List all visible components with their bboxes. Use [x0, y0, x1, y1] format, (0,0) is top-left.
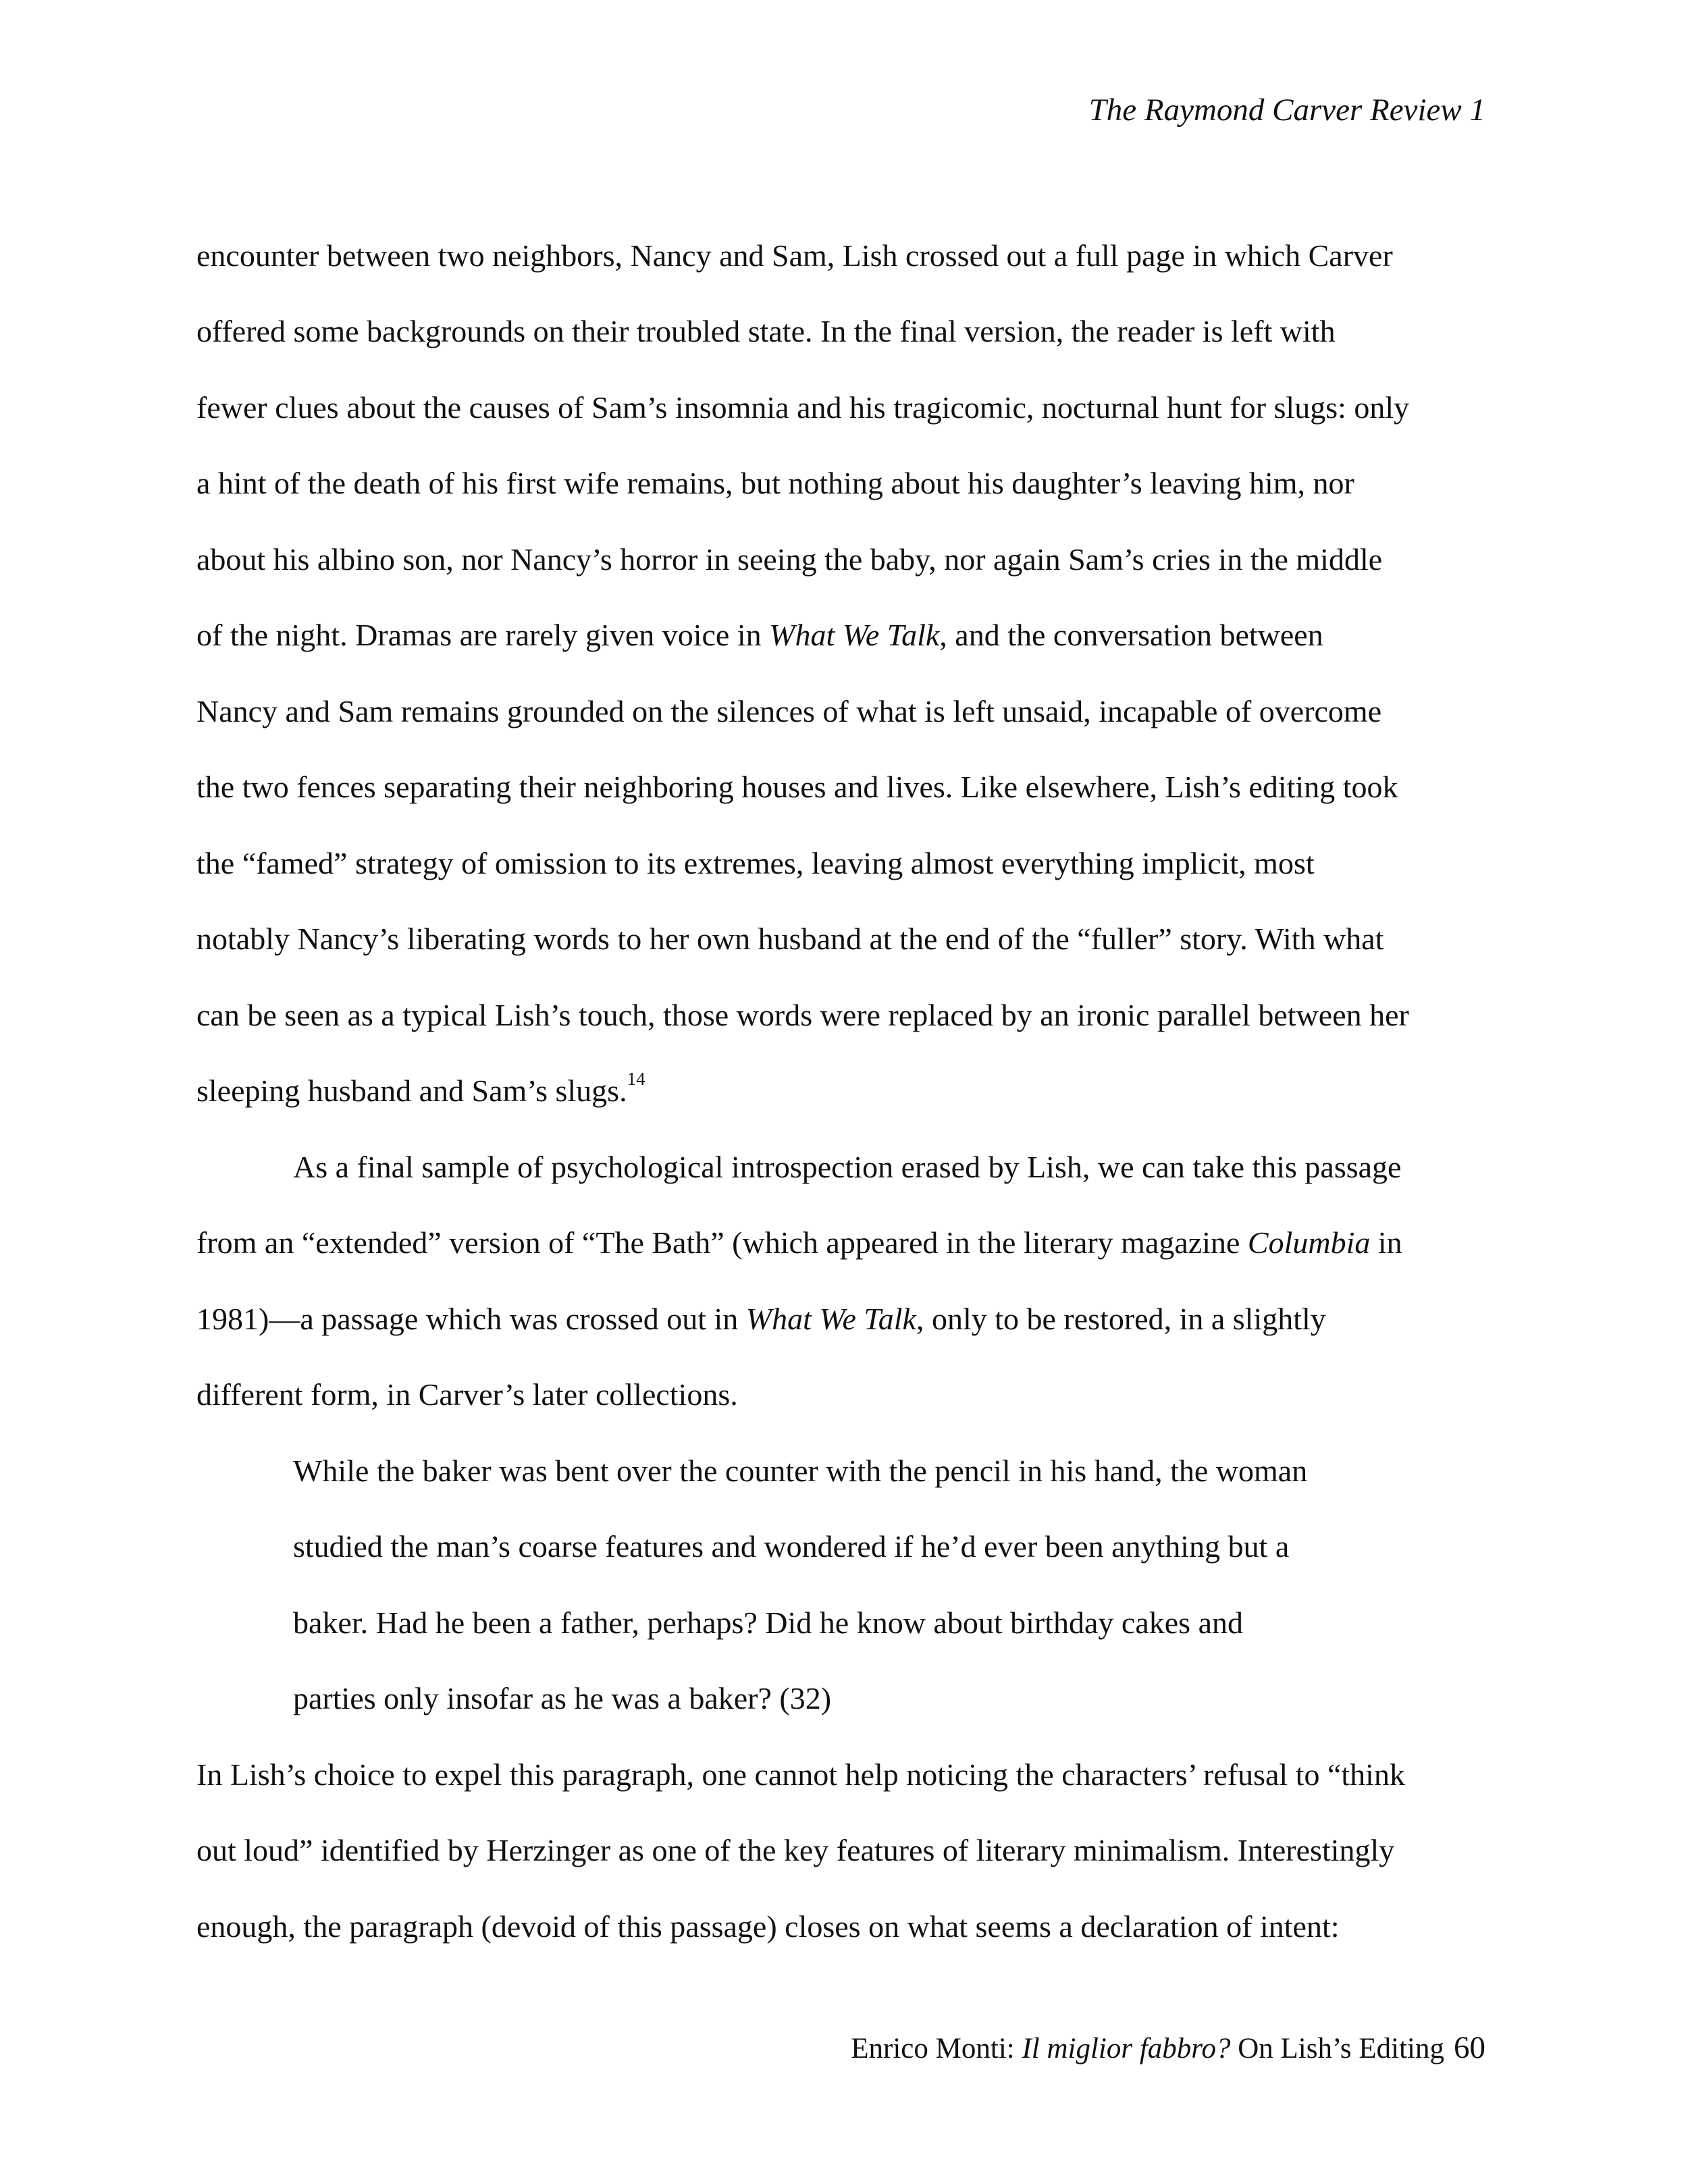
running-header [1088, 92, 1485, 128]
text-line: encounter between two neighbors, Nancy and Sam, Lish crossed out a full page in which Carver [196, 238, 1393, 273]
text-line: can be seen as a typical Lish’s touch, those words were replaced by an ironic parallel between her [196, 998, 1409, 1032]
text-span: in [1370, 1225, 1402, 1260]
text-line: Nancy and Sam remains grounded on the silences of what is left unsaid, incapable of overcome [196, 694, 1382, 728]
text-span: from an “extended” version of “The Bath” (which appeared in the literary magazine [196, 1225, 1248, 1260]
magazine-title: Columbia [1247, 1225, 1371, 1260]
footer-author: Enrico Monti: [851, 2033, 1022, 2065]
page-number: 60 [1454, 2030, 1485, 2065]
text-line: different form, in Carver’s later collections. [196, 1377, 738, 1412]
text-line: As a final sample of psychological introspection erased by Lish, we can take this passage [293, 1150, 1402, 1184]
text-line: out loud” identified by Herzinger as one of the key features of literary minimalism. Interestingly [196, 1833, 1395, 1867]
text-span: 1981)—a passage which was crossed out in [196, 1302, 746, 1336]
block-quote-line: studied the man’s coarse features and wondered if he’d ever been anything but a [293, 1529, 1290, 1564]
text-line: In Lish’s choice to expel this paragraph, one cannot help noticing the characters’ refusal to “think [196, 1757, 1405, 1792]
text-line [196, 1227, 1402, 1258]
book-title: What We Talk [745, 1302, 916, 1336]
block-quote-line: parties only insofar as he was a baker? (32) [293, 1681, 832, 1715]
text-line [196, 620, 1323, 651]
text-line [196, 1069, 645, 1108]
text-span: sleeping husband and Sam’s slugs. [196, 1073, 627, 1108]
footer-article-title: Il miglior fabbro? [1022, 2033, 1231, 2065]
text-line: fewer clues about the causes of Sam’s insomnia and his tragicomic, nocturnal hunt for slugs: only [196, 390, 1410, 425]
text-line [196, 1304, 1326, 1335]
text-line: offered some backgrounds on their troubled state. In the final version, the reader is left with [196, 314, 1336, 348]
text-line: the two fences separating their neighboring houses and lives. Like elsewhere, Lish’s editing took [196, 770, 1398, 804]
text-line: notably Nancy’s liberating words to her own husband at the end of the “fuller” story. With what [196, 922, 1384, 956]
block-quote-line: baker. Had he been a father, perhaps? Did he know about birthday cakes and [293, 1605, 1243, 1640]
running-footer [851, 2032, 1485, 2064]
book-title: What We Talk [769, 618, 940, 652]
footer-article-subtitle: On Lish’s Editing [1230, 2033, 1444, 2065]
footnote-reference: 14 [627, 1069, 645, 1089]
text-line: about his albino son, nor Nancy’s horror in seeing the baby, nor again Sam’s cries in the middle [196, 542, 1383, 577]
text-line: the “famed” strategy of omission to its extremes, leaving almost everything implicit, most [196, 846, 1315, 880]
text-line: enough, the paragraph (devoid of this passage) closes on what seems a declaration of intent: [196, 1909, 1340, 1944]
block-quote-line: While the baker was bent over the counter with the pencil in his hand, the woman [293, 1454, 1308, 1488]
text-span: , only to be restored, in a slightly [916, 1302, 1326, 1336]
text-line: a hint of the death of his first wife remains, but nothing about his daughter’s leaving him, nor [196, 466, 1354, 500]
text-span: of the night. Dramas are rarely given voice in [196, 618, 770, 652]
journal-title: The Raymond Carver Review 1 [1088, 92, 1485, 128]
text-span: , and the conversation between [939, 618, 1323, 652]
